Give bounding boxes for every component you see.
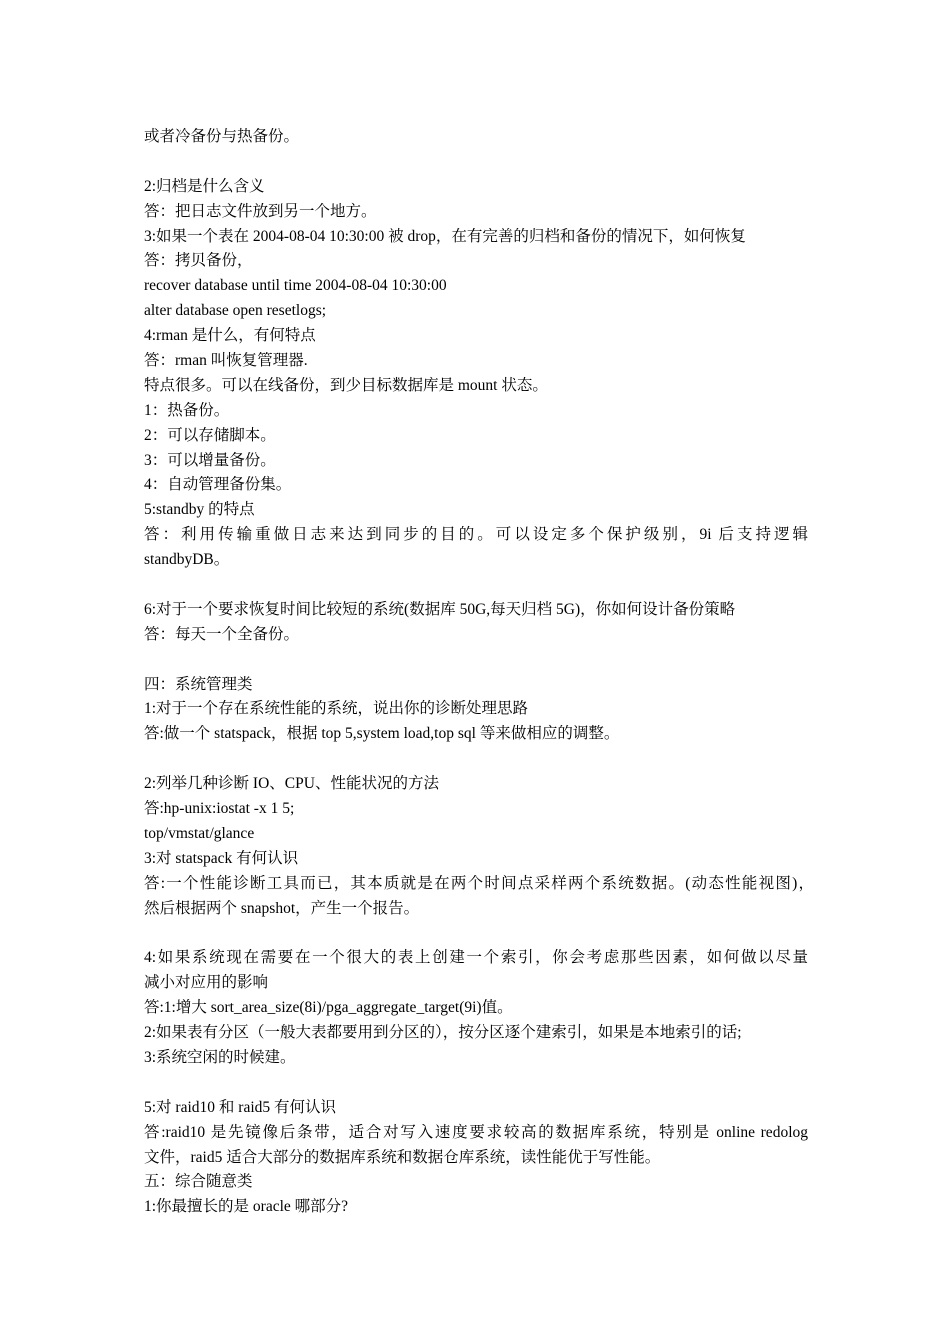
answer-line: 答：rman 叫恢复管理器. — [144, 352, 308, 370]
blank-line — [144, 1071, 814, 1096]
answer-line: 答：利用传输重做日志来达到同步的目的。可以设定多个保护级别，9i 后支持逻辑 — [144, 526, 808, 544]
section-heading: 五：综合随意类 — [144, 1173, 253, 1191]
text-line: 减小对应用的影响 — [144, 974, 269, 992]
question-heading: 2:列举几种诊断 IO、CPU、性能状况的方法 — [144, 775, 439, 793]
code-line: recover database until time 2004-08-04 10:30:00 — [144, 277, 447, 295]
code-line: alter database open resetlogs; — [144, 302, 327, 320]
list-item: 3：可以增量备份。 — [144, 451, 276, 469]
section-heading: 四：系统管理类 — [144, 675, 253, 693]
answer-line: 答:1:增大 sort_area_size(8i)/pga_aggregate_target(9i)值。 — [144, 999, 513, 1017]
question-heading: 5:对 raid10 和 raid5 有何认识 — [144, 1098, 337, 1116]
question-heading: 1:你最擅长的是 oracle 哪部分? — [144, 1198, 349, 1216]
code-line: top/vmstat/glance — [144, 824, 255, 842]
text-line: 2:如果表有分区（一般大表都要用到分区的），按分区逐个建索引，如果是本地索引的话; — [144, 1024, 742, 1042]
question-heading: 3:对 statspack 有何认识 — [144, 849, 299, 867]
blank-line — [144, 922, 814, 947]
question-heading: 1:对于一个存在系统性能的系统，说出你的诊断处理思路 — [144, 700, 529, 718]
list-item: 4：自动管理备份集。 — [144, 476, 292, 494]
text-line: standbyDB。 — [144, 551, 230, 569]
text-line: 特点很多。可以在线备份，到少目标数据库是 mount 状态。 — [144, 376, 548, 394]
blank-line — [144, 573, 814, 598]
answer-line: 答：拷贝备份， — [144, 252, 253, 270]
answer-line: 答:hp-unix:iostat -x 1 5; — [144, 800, 295, 818]
question-heading: 4:rman 是什么，有何特点 — [144, 327, 316, 345]
question-heading: 2:归档是什么含义 — [144, 177, 265, 195]
text-line: 3:系统空闲的时候建。 — [144, 1048, 296, 1066]
question-heading: 4:如果系统现在需要在一个很大的表上创建一个索引，你会考虑那些因素，如何做以尽量 — [144, 949, 808, 967]
blank-line — [144, 648, 814, 673]
blank-line — [144, 747, 814, 772]
text-line: 文件，raid5 适合大部分的数据库系统和数据仓库系统，读性能优于写性能。 — [144, 1148, 661, 1166]
text-line: 或者冷备份与热备份。 — [144, 128, 300, 145]
answer-line: 答:做一个 statspack，根据 top 5,system load,top sql 等来做相应的调整。 — [144, 725, 620, 743]
question-heading: 6:对于一个要求恢复时间比较短的系统(数据库 50G,每天归档 5G)，你如何设计备份策略 — [144, 600, 736, 618]
answer-line: 答:raid10 是先镜像后条带，适合对写入速度要求较高的数据库系统，特别是 online redolog — [144, 1123, 808, 1141]
question-heading: 5:standby 的特点 — [144, 501, 255, 519]
answer-line: 答：每天一个全备份。 — [144, 625, 300, 643]
answer-line: 答:一个性能诊断工具而已，其本质就是在两个时间点采样两个系统数据。(动态性能视图)， — [144, 874, 814, 892]
document-body — [144, 125, 814, 1220]
answer-line: 答：把日志文件放到另一个地方。 — [144, 202, 377, 220]
list-item: 2：可以存储脚本。 — [144, 426, 276, 444]
list-item: 1：热备份。 — [144, 401, 230, 419]
text-line: 然后根据两个 snapshot，产生一个报告。 — [144, 899, 420, 917]
question-heading: 3:如果一个表在 2004-08-04 10:30:00 被 drop，在有完善的归档和备份的情况下，如何恢复 — [144, 227, 746, 245]
blank-line — [144, 150, 814, 175]
